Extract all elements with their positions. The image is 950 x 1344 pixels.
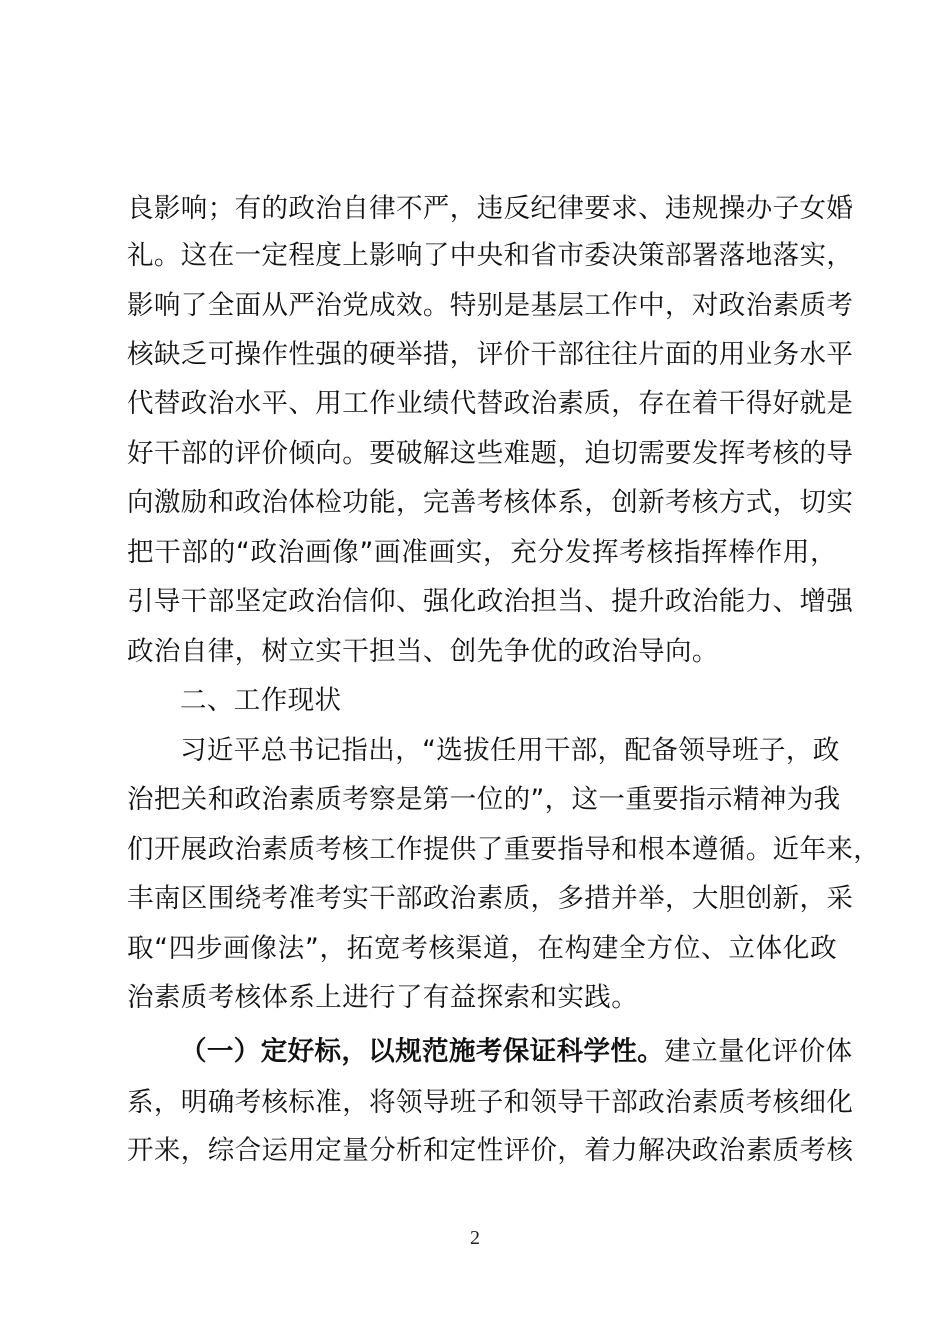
paragraph-1-line-6: 好干部的评价倾向。要破解这些难题，迫切需要发挥考核的导 xyxy=(127,438,854,469)
paragraph-3-line-2: 系，明确考核标准，将领导班子和领导干部政治素质考核细化 xyxy=(127,1087,854,1118)
paragraph-2-line-5: 取“四步画像法”，拓宽考核渠道，在构建全方位、立体化政 xyxy=(127,933,837,964)
paragraph-3-bold-lead: （一）定好标，以规范施考保证科学性。 xyxy=(180,1036,665,1067)
paragraph-2-line-1: 习近平总书记指出，“选拔任用干部，配备领导班子，政 xyxy=(180,735,840,766)
paragraph-1-line-3: 影响了全面从严治党成效。特别是基层工作中，对政治素质考 xyxy=(127,290,854,321)
paragraph-1-line-4: 核缺乏可操作性强的硬举措，评价干部往往片面的用业务水平 xyxy=(127,339,854,370)
paragraph-1-line-7: 向激励和政治体检功能，完善考核体系，创新考核方式，切实 xyxy=(127,487,854,518)
paragraph-2-line-4: 丰南区围绕考准考实干部政治素质，多措并举，大胆创新，采 xyxy=(127,883,854,914)
paragraph-1-line-2: 礼。这在一定程度上影响了中央和省市委决策部署落地落实， xyxy=(127,240,854,271)
paragraph-1-line-5: 代替政治水平、用工作业绩代替政治素质，存在着干得好就是 xyxy=(127,388,854,419)
paragraph-1-line-10: 政治自律，树立实干担当、创先争优的政治导向。 xyxy=(127,636,719,667)
paragraph-1-line-1: 良影响；有的政治自律不严，违反纪律要求、违规操办子女婚 xyxy=(127,193,854,224)
page-number: 2 xyxy=(470,1227,480,1249)
paragraph-1-line-8: 把干部的“政治画像”画准画实，充分发挥考核指挥棒作用， xyxy=(127,537,837,568)
paragraph-2-line-2: 治把关和政治素质考察是第一位的”，这一重要指示精神为我 xyxy=(127,784,841,815)
paragraph-2-line-6: 治素质考核体系上进行了有益探索和实践。 xyxy=(127,982,639,1013)
section-heading: 二、工作现状 xyxy=(180,685,342,716)
paragraph-3-first-line-rest: 建立量化评价体 xyxy=(664,1036,853,1067)
paragraph-3-line-1 xyxy=(180,1035,853,1069)
paragraph-2-line-3: 们开展政治素质考核工作提供了重要指导和根本遵循。近年来， xyxy=(127,834,881,865)
paragraph-1-line-9: 引导干部坚定政治信仰、强化政治担当、提升政治能力、增强 xyxy=(127,586,854,617)
paragraph-3-line-3: 开来，综合运用定量分析和定性评价，着力解决政治素质考核 xyxy=(127,1135,854,1166)
